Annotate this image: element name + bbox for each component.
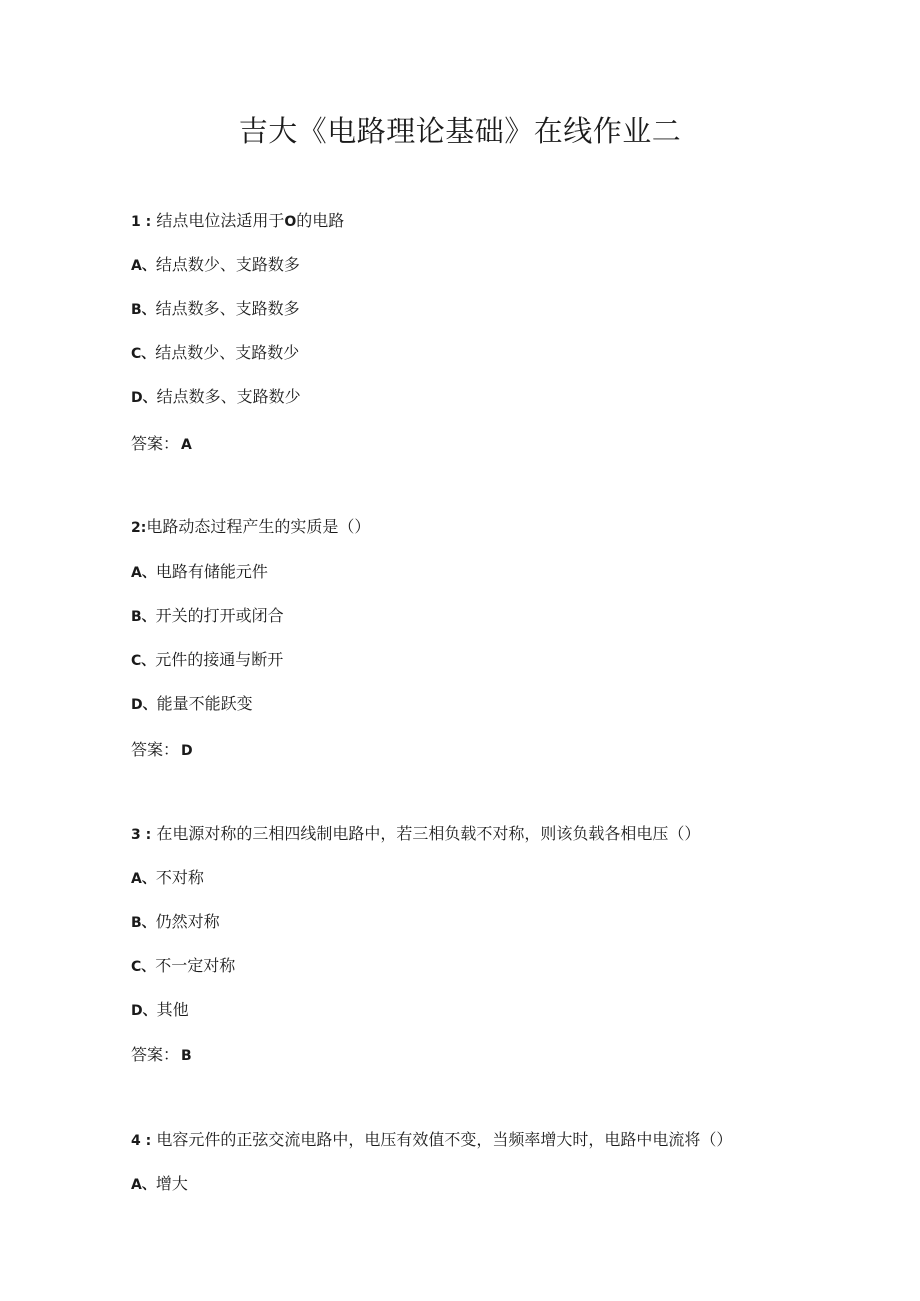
question-1-answer (131, 433, 192, 456)
answer-label: 答案： (131, 434, 180, 453)
question-3-option-d (131, 999, 189, 1022)
question-number: 4 : (131, 1133, 152, 1149)
option-text: 结点数少、支路数多 (155, 255, 300, 274)
question-text: 结点电位法适用于 (156, 211, 285, 230)
question-text-end: 的电路 (296, 211, 345, 230)
option-letter: A、 (131, 258, 156, 274)
question-3-option-c (131, 955, 235, 978)
question-1-option-d (131, 386, 301, 409)
option-text: 结点数多、支路数多 (155, 299, 300, 318)
option-letter: A、 (131, 871, 156, 887)
option-text: 仍然对称 (155, 912, 220, 931)
question-text: 电容元件的正弦交流电路中，电压有效值不变，当频率增大时，电路中电流将（） (156, 1130, 733, 1149)
document-title: 吉大《电路理论基础》在线作业二 (238, 114, 682, 148)
question-2-stem (131, 516, 370, 539)
question-3-option-b (131, 911, 220, 934)
question-blank-mark: O (284, 214, 297, 230)
option-text: 开关的打开或闭合 (155, 606, 284, 625)
question-1-option-c (131, 342, 299, 365)
option-letter: B、 (131, 302, 156, 318)
question-3-stem (131, 823, 700, 846)
question-3-option-a (131, 867, 204, 890)
answer-value: B (181, 1048, 192, 1064)
question-1-option-b (131, 298, 300, 321)
option-text: 不一定对称 (155, 956, 236, 975)
option-letter: C、 (131, 959, 156, 975)
answer-value: D (181, 743, 193, 759)
question-2-option-c (131, 649, 283, 672)
question-text: 电路动态过程产生的实质是（） (146, 517, 371, 536)
option-text: 电路有储能元件 (155, 562, 268, 581)
answer-label: 答案： (131, 740, 180, 759)
answer-value: A (181, 437, 192, 453)
question-text: 在电源对称的三相四线制电路中，若三相负载不对称，则该负载各相电压（） (156, 824, 701, 843)
option-letter: D、 (131, 390, 157, 406)
question-number: 2: (131, 520, 147, 536)
question-3-answer (131, 1044, 192, 1067)
option-letter: A、 (131, 1177, 156, 1193)
option-letter: C、 (131, 653, 156, 669)
question-4-option-a (131, 1173, 188, 1196)
option-letter: B、 (131, 609, 156, 625)
option-letter: D、 (131, 697, 157, 713)
question-1-option-a (131, 254, 300, 277)
question-2-option-d (131, 693, 253, 716)
option-text: 元件的接通与断开 (155, 650, 284, 669)
option-letter: A、 (131, 565, 156, 581)
option-letter: B、 (131, 915, 156, 931)
question-1-stem (131, 210, 344, 233)
question-number: 3 : (131, 827, 152, 843)
option-text: 结点数多、支路数少 (156, 387, 301, 406)
question-2-option-a (131, 561, 268, 584)
question-2-answer (131, 739, 193, 762)
option-text: 其他 (156, 1000, 189, 1019)
question-4-stem (131, 1129, 732, 1152)
question-number: 1 : (131, 214, 152, 230)
option-letter: D、 (131, 1003, 157, 1019)
option-text: 结点数少、支路数少 (155, 343, 300, 362)
option-text: 能量不能跃变 (156, 694, 253, 713)
answer-label: 答案： (131, 1045, 180, 1064)
option-text: 不对称 (155, 868, 204, 887)
option-text: 增大 (155, 1174, 188, 1193)
option-letter: C、 (131, 346, 156, 362)
question-2-option-b (131, 605, 284, 628)
